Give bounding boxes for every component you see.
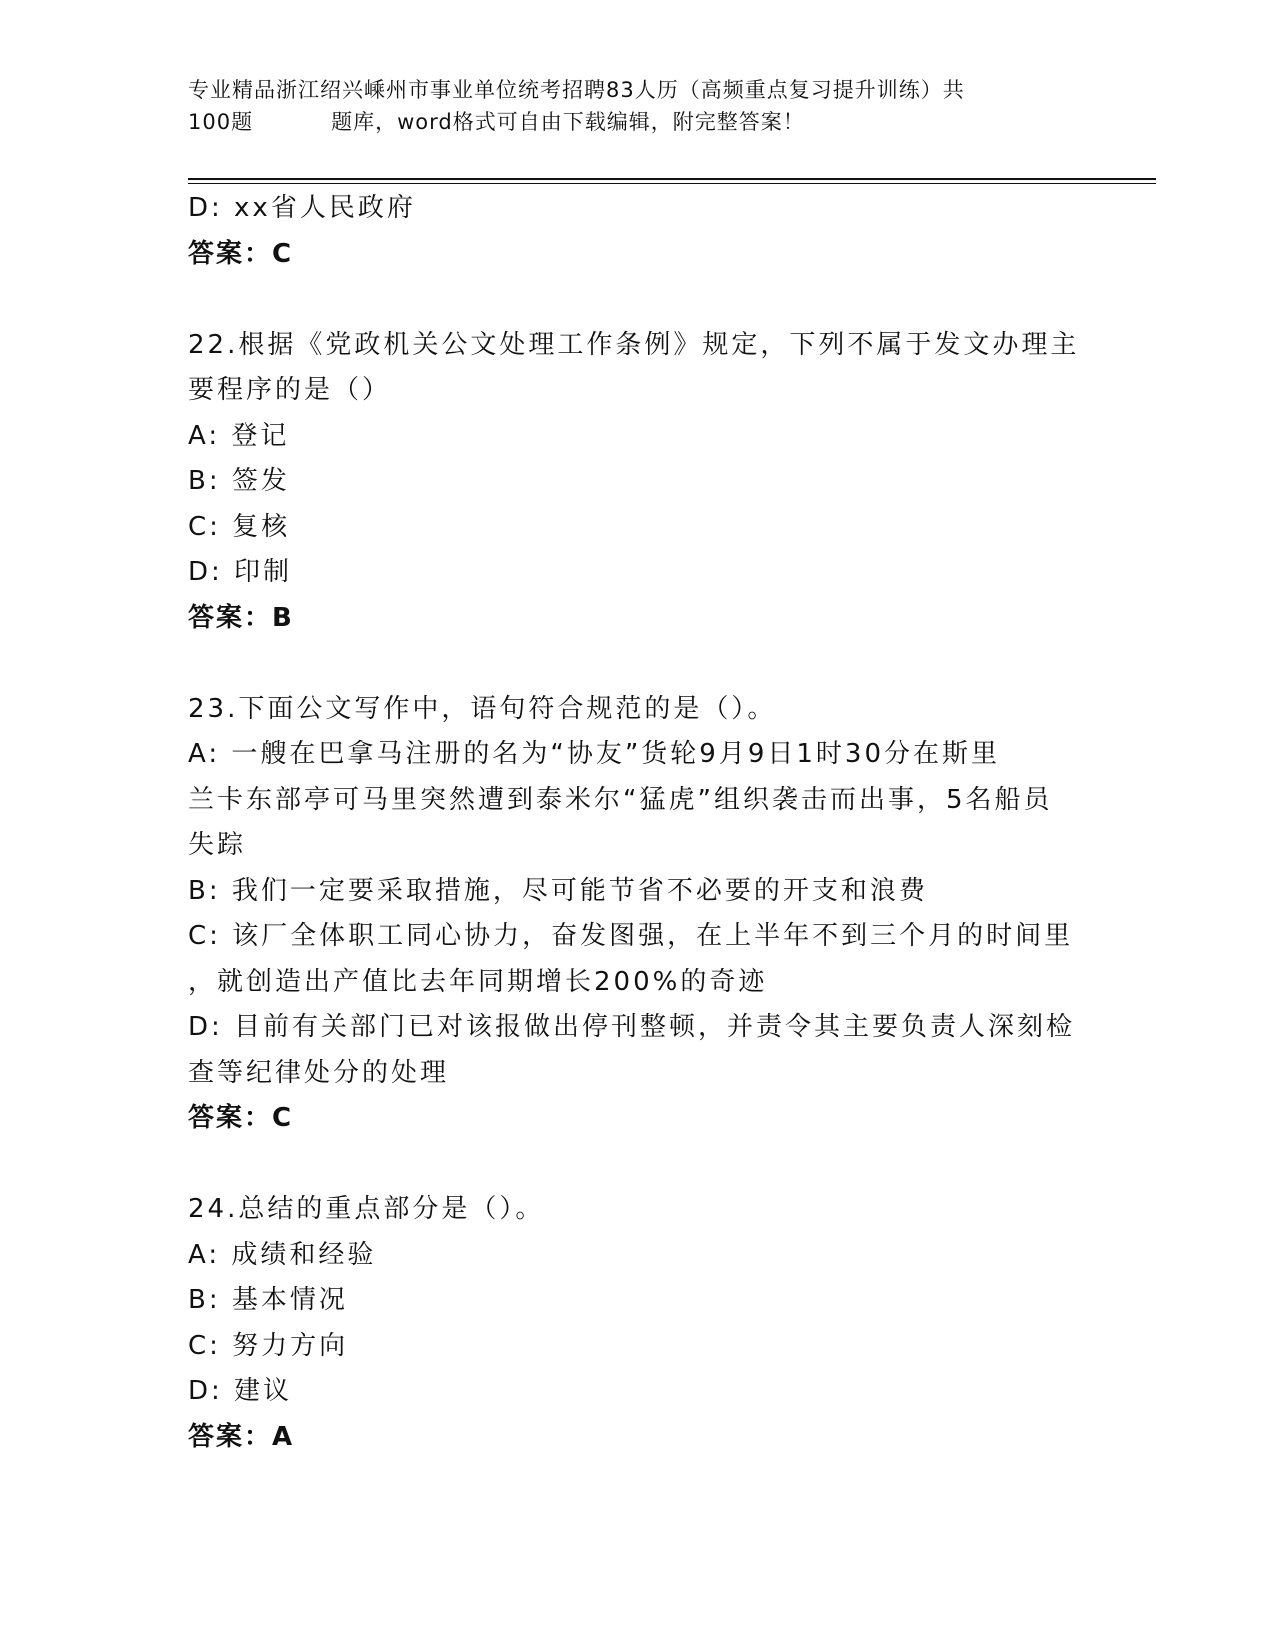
header-divider-thin	[188, 183, 1156, 184]
question-stem: 24.总结的重点部分是（）。	[188, 1194, 545, 1224]
option-c: C: 该厂全体职工同心协力，奋发图强，在上半年不到三个月的时间里	[188, 921, 1074, 951]
question-22	[188, 323, 1088, 642]
answer: 答案：C	[188, 238, 294, 269]
option-d-continued: 查等纪律处分的处理	[188, 1057, 450, 1088]
option-b: B: 基本情况	[188, 1285, 348, 1315]
header-description: 题库，word格式可自由下载编辑，附完整答案！	[331, 110, 805, 134]
option-a: A: 一艘在巴拿马注册的名为“协友”货轮9月9日1时30分在斯里	[188, 739, 1001, 769]
option-d: D: 目前有关部门已对该报做出停刊整顿，并责令其主要负责人深刻检	[188, 1012, 1076, 1042]
option-d: D: 建议	[188, 1376, 293, 1406]
header-divider-thick	[188, 178, 1156, 180]
question-stem: 22.根据《党政机关公文处理工作条例》规定，下列不属于发文办理主	[188, 329, 1080, 360]
option-a: A: 登记	[188, 420, 290, 451]
answer: 答案：B	[188, 602, 294, 633]
option-c: C: 努力方向	[188, 1330, 349, 1361]
option-c-continued: ，就创造出产值比去年同期增长200%的奇迹	[188, 966, 768, 997]
header-title-line-2	[188, 106, 1088, 138]
answer: 答案：A	[188, 1421, 295, 1452]
question-stem: 要程序的是（）	[188, 375, 392, 405]
header-question-count: 100题	[188, 110, 254, 134]
option-a: A: 成绩和经验	[188, 1239, 377, 1270]
question-23	[188, 687, 1088, 1142]
option-a-continued: 兰卡东部亭可马里突然遭到泰米尔“猛虎”组织袭击而出事，5名船员	[188, 784, 1053, 815]
option-b: B: 签发	[188, 466, 290, 496]
header-title-line-1: 专业精品浙江绍兴嵊州市事业单位统考招聘83人历（高频重点复习提升训练）共	[188, 78, 965, 102]
option-d: D: 印制	[188, 557, 293, 587]
question-stem: 23.下面公文写作中，语句符合规范的是（）。	[188, 693, 777, 724]
question-21-tail	[188, 186, 1088, 277]
question-content	[188, 186, 1088, 1460]
option-a-continued: 失踪	[188, 830, 247, 860]
option-b: B: 我们一定要采取措施，尽可能节省不必要的开支和浪费	[188, 875, 928, 906]
question-24	[188, 1187, 1088, 1460]
answer: 答案：C	[188, 1103, 294, 1133]
option-c: C: 复核	[188, 511, 291, 542]
page-header	[188, 74, 1088, 138]
option-d: D: xx省人民政府	[188, 193, 416, 223]
